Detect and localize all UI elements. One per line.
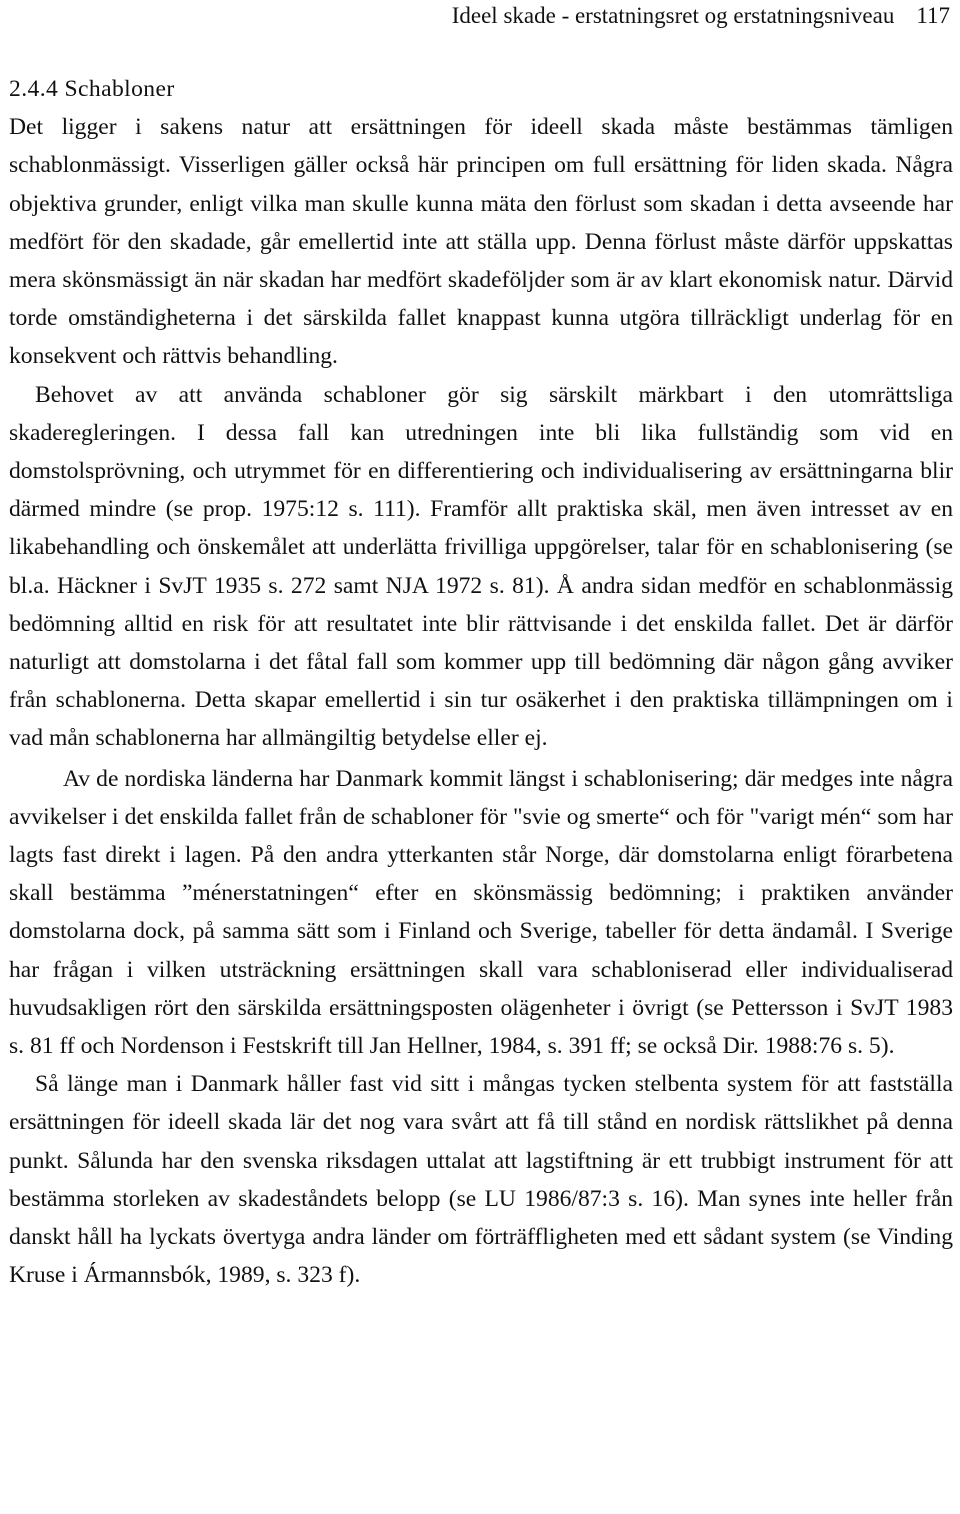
paragraph-3: Av de nordiska länderna har Danmark kommit längst i schablonisering; där medges inte några avvikelser i det enskilda fallet från de schabloner för "svie og smerte“ och för "varigt mén“ som har lagts fast direkt i lagen. På den andra ytterkanten står Norge, där domstolarna enligt förarbetena skall bestämma ”ménerstatningen“ efter en skönsmässig bedömning; i praktiken använder domstolarna dock, på samma sätt som i Finland och Sverige, tabeller för detta ändamål. I Sverige har frågan i vilken utsträckning ersättningen skall vara schabloniserad eller individualiserad huvudsakligen rört den särskilda ersättningsposten olägenheter i övrigt (se Pettersson i SvJT 1983 s. 81 ff och Nordenson i Festskrift till Jan Hellner, 1984, s. 391 ff; se också Dir. 1988:76 s. 5).	[9, 765, 953, 1060]
paragraph-4: Så länge man i Danmark håller fast vid sitt i mångas tycken stelbenta system för att fastställa ersättningen för ideell skada lär det nog vara svårt att få till stånd en nordisk rättslikhet på denna punkt. Sålunda har den svenska riksdagen uttalat att lagstiftning är ett trubbigt instrument för att bestämma storleken av skadeståndets belopp (se LU 1986/87:3 s. 16). Man synes inte heller från danskt håll ha lyckats övertyga andra länder om förträffligheten med ett sådant system (se Vinding Kruse i Ármannsbók, 1989, s. 323 f).	[9, 1071, 953, 1289]
paragraph-2: Behovet av att använda schabloner gör sig särskilt märkbart i den utomrättsliga skaderegleringen. I dessa fall kan utredningen inte bli lika fullständig som vid en domstolsprövning, och utrymmet för en differentiering och individualisering av ersättningarna blir därmed mindre (se prop. 1975:12 s. 111). Framför allt praktiska skäl, men även intresset av en likabehandling och önskemålet att underlätta frivilliga uppgörelser, talar för en schablonisering (se bl.a. Häckner i SvJT 1935 s. 272 samt NJA 1972 s. 81). Å andra sidan medför en schablonmässig bedömning alltid en risk för att resultatet inte blir rättvisande i det enskilda fallet. Det är därför naturligt att domstolarna i det fåtal fall som kommer upp till bedömning där någon gång avviker från schablonerna. Detta skapar emellertid i sin tur osäkerhet i den praktiska tillämpningen om i vad mån schablonerna har allmängiltig betydelse eller ej.	[9, 381, 953, 752]
running-header	[452, 2, 950, 30]
body-text	[9, 70, 953, 1295]
paragraph-1: Det ligger i sakens natur att ersättningen för ideell skada måste bestämmas tämligen schablonmässigt. Visserligen gäller också här principen om full ersättning för liden skada. Några objektiva grunder, enligt vilka man skulle kunna mäta den förlust som skadan i detta avseende har medfört för den skadade, går emellertid inte att ställa upp. Denna förlust måste därför uppskattas mera skönsmässigt än när skadan har medfört skadeföljder som är av klart ekonomisk natur. Därvid torde omständigheterna i det särskilda fallet knappast kunna utgöra tillräckligt underlag för en konsekvent och rättvis behandling.	[9, 114, 953, 370]
running-title: Ideel skade - erstatningsret og erstatningsniveau	[451, 3, 895, 28]
section-heading: 2.4.4 Schabloner	[9, 76, 175, 102]
page-number: 117	[916, 3, 950, 28]
